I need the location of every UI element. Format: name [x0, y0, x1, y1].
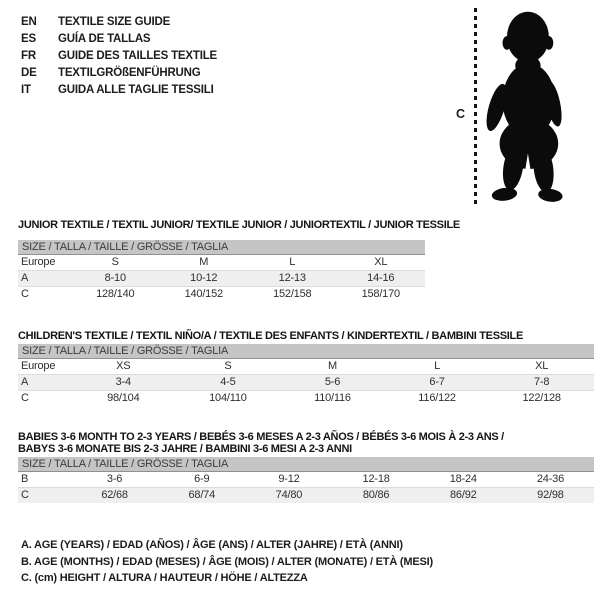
size-cell: 158/170: [361, 288, 400, 300]
size-cell: 68/74: [188, 489, 216, 501]
section-children-textile: [18, 330, 594, 406]
children-size-table: [18, 344, 594, 406]
size-cell: 24-36: [536, 473, 565, 485]
section-junior-textile: [18, 219, 460, 302]
note-height: C. (cm) HEIGHT / ALTURA / HAUTEUR / HÖHE / ALTEZZA: [21, 572, 308, 584]
size-cell: 18-24: [449, 473, 477, 485]
table-row-height: [18, 286, 425, 302]
language-title: TEXTILGRÖßENFÜHRUNG: [58, 67, 201, 79]
row-label: C: [21, 392, 29, 404]
row-label: Europe: [21, 360, 56, 372]
size-cell: 104/110: [209, 392, 247, 404]
row-label: Europe: [21, 256, 56, 268]
size-cell: 9-12: [278, 473, 300, 485]
language-title: GUIDA ALLE TAGLIE TESSILI: [58, 84, 214, 96]
section-babies-textile: [18, 431, 594, 503]
table-row-europe: [18, 359, 594, 374]
size-cell: 128/140: [96, 288, 135, 300]
size-cell: 12-13: [278, 272, 306, 284]
language-row: [21, 14, 217, 31]
size-cell: 80/86: [362, 489, 390, 501]
size-cell: S: [111, 256, 119, 268]
row-label: C: [21, 288, 29, 300]
size-cell: 8-10: [104, 272, 126, 284]
size-table-header: SIZE / TALLA / TAILLE / GRÖSSE / TAGLIA: [18, 457, 594, 472]
size-cell: XS: [116, 360, 131, 372]
size-cell: 6-9: [194, 473, 210, 485]
baby-silhouette: [482, 6, 566, 203]
language-title: GUIDE DES TAILLES TEXTILE: [58, 50, 217, 62]
size-cell: 110/116: [314, 392, 351, 404]
section-title-line1: BABIES 3-6 MONTH TO 2-3 YEARS / BEBÉS 3-6 MESES A 2-3 AÑOS / BÉBÉS 3-6 MOIS À 2-3 ANS /: [18, 431, 504, 443]
language-title-list: [21, 14, 217, 99]
size-cell: 3-6: [106, 473, 123, 485]
row-label: C: [21, 489, 29, 501]
section-title: JUNIOR TEXTILE / TEXTIL JUNIOR/ TEXTILE JUNIOR / JUNIORTEXTIL / JUNIOR TESSILE: [18, 219, 460, 231]
table-row-europe: [18, 255, 425, 270]
size-cell: 74/80: [275, 489, 303, 501]
size-cell: M: [199, 256, 209, 268]
language-row: [21, 48, 217, 65]
size-cell: 122/128: [522, 392, 561, 404]
junior-size-table: [18, 240, 425, 302]
size-cell: L: [434, 360, 441, 372]
size-cell: L: [289, 256, 296, 268]
size-cell: 4-5: [220, 376, 236, 388]
table-row-months: [18, 472, 594, 487]
language-row: [21, 82, 217, 99]
size-cell: XL: [374, 256, 388, 268]
language-row: [21, 65, 217, 82]
size-cell: 116/122: [418, 392, 456, 404]
table-row-age: [18, 270, 425, 286]
size-cell: 6-7: [429, 376, 445, 388]
size-cell: 3-4: [115, 376, 131, 388]
language-title: TEXTILE SIZE GUIDE: [58, 16, 171, 28]
language-title: GUÍA DE TALLAS: [58, 33, 151, 45]
height-measure-label: C: [456, 107, 466, 121]
size-table-header: SIZE / TALLA / TAILLE / GRÖSSE / TAGLIA: [18, 240, 425, 255]
size-cell: 7-8: [534, 376, 550, 388]
size-cell: 10-12: [190, 272, 218, 284]
babies-size-table: [18, 457, 594, 503]
size-cell: S: [224, 360, 232, 372]
legend-notes: [21, 537, 433, 587]
size-table-header: SIZE / TALLA / TAILLE / GRÖSSE / TAGLIA: [18, 344, 594, 359]
size-cell: 62/68: [101, 489, 128, 501]
row-label: A: [21, 272, 29, 284]
size-cell: 92/98: [537, 489, 564, 501]
table-row-height: [18, 390, 594, 406]
language-code: DE: [21, 67, 37, 79]
size-cell: 5-6: [324, 376, 341, 388]
note-age-months: B. AGE (MONTHS) / EDAD (MESES) / ÂGE (MOIS) / ALTER (MONATE) / ETÀ (MESI): [21, 555, 433, 568]
language-code: IT: [21, 84, 31, 96]
language-code: FR: [21, 50, 36, 62]
section-title-line2: BABYS 3-6 MONATE BIS 2-3 JAHRE / BAMBINI 3-6 MESI A 2-3 ANNI: [18, 443, 352, 455]
size-cell: 140/152: [184, 288, 223, 300]
size-cell: 86/92: [450, 489, 477, 501]
size-cell: M: [328, 360, 337, 372]
table-row-age: [18, 374, 594, 390]
size-cell: 152/158: [273, 288, 312, 300]
size-cell: 98/104: [107, 392, 140, 404]
language-row: [21, 31, 217, 48]
size-cell: XL: [535, 360, 549, 372]
size-cell: 12-18: [362, 473, 390, 485]
height-dashed-line: [474, 8, 477, 206]
size-cell: 14-16: [367, 272, 395, 284]
section-title: CHILDREN'S TEXTILE / TEXTIL NIÑO/A / TEXTILE DES ENFANTS / KINDERTEXTIL / BAMBINI TESSILE: [18, 330, 523, 342]
table-row-height: [18, 487, 594, 503]
language-code: ES: [21, 33, 36, 45]
language-code: EN: [21, 16, 37, 28]
note-age-years: A. AGE (YEARS) / EDAD (AÑOS) / ÂGE (ANS) / ALTER (JAHRE) / ETÀ (ANNI): [21, 539, 403, 551]
row-label: A: [21, 376, 29, 388]
row-label: B: [21, 473, 29, 485]
